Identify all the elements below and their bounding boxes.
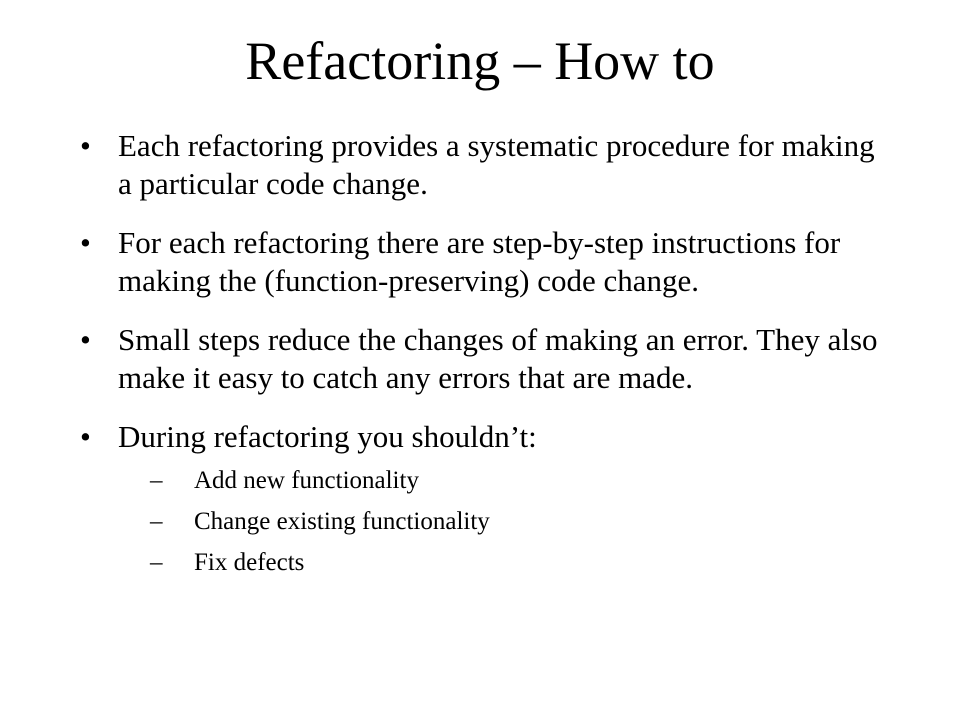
- sub-bullet-text: Fix defects: [194, 549, 305, 576]
- sub-bullet-item: [150, 548, 880, 578]
- sub-bullet-list: [118, 466, 880, 578]
- bullet-text: Small steps reduce the changes of making an error. They also make it easy to catch any errors that are made.: [118, 322, 878, 395]
- bullet-item: [80, 224, 880, 300]
- sub-bullet-item: [150, 466, 880, 496]
- sub-bullet-marker: –: [150, 508, 163, 535]
- sub-bullet-item: [150, 507, 880, 537]
- bullet-item: [80, 127, 880, 203]
- sub-bullet-text: Add new functionality: [194, 467, 419, 494]
- bullet-item: [80, 418, 880, 578]
- bullet-text: During refactoring you shouldn’t:: [118, 419, 537, 454]
- bullet-marker: •: [80, 128, 91, 163]
- bullet-marker: •: [80, 322, 91, 357]
- bullet-marker: •: [80, 225, 91, 260]
- bullet-item: [80, 321, 880, 397]
- bullet-list: [80, 127, 880, 599]
- bullet-text: Each refactoring provides a systematic procedure for making a particular code change.: [118, 128, 875, 201]
- sub-bullet-marker: –: [150, 549, 163, 576]
- slide-title: Refactoring – How to: [245, 31, 715, 91]
- bullet-text: For each refactoring there are step-by-step instructions for making the (function-preserving) code change.: [118, 225, 841, 298]
- bullet-marker: •: [80, 419, 91, 454]
- sub-bullet-text: Change existing functionality: [194, 508, 490, 535]
- sub-bullet-marker: –: [150, 467, 163, 494]
